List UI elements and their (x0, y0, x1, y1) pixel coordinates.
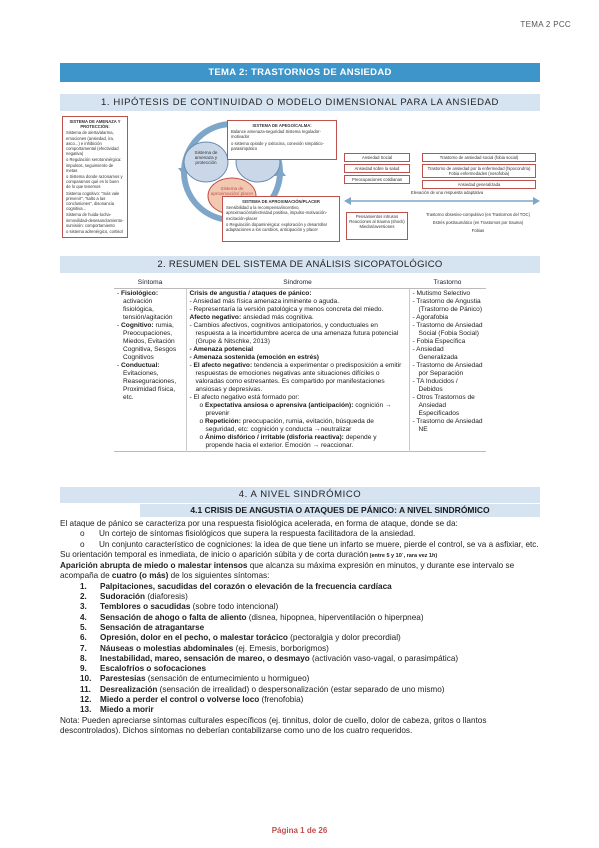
sintoma-item: - Conductual: Evitaciones, Reaseguraciones, Proximidad física, etc. (117, 361, 177, 401)
sintoma-item: - Fisiológico: activación fisiológica, tensión/agitación (117, 289, 173, 321)
disorder-item: Trastorno de ansiedad social (fobia social) (422, 153, 536, 162)
diagram-line: Sistema cognitivo: "más vale prevenir", "salto a las conclusiones", disonancia cognitiva... (66, 190, 120, 212)
trastorno-item: - Trastorno de Ansiedad por Separación (412, 361, 483, 377)
onset-paragraph: Aparición abrupta de miedo o malestar intensos que alcanza su máxima expresión en minutos, y durante ese intervalo se acompaña de cuatro (o más) de los siguientes síntomas: (60, 561, 515, 581)
normal-item: Preocupaciones cotidianas (344, 175, 410, 184)
disorder-reaction-item: Estrés postraumático (en Trastornos por trauma) (432, 220, 524, 225)
trastorno-item: - TA Inducidos / Debidos (412, 377, 458, 393)
sindrome-subitem: o Repetición: preocupación, rumia, evitación, búsqueda de seguridad, etc: cognición y conducta →neutralizar (199, 417, 374, 433)
orientation-paragraph: Su orientación temporal es inmediata, de inicio o aparición súbita y de corta duración (entre 5 y 10´, rara vez 1h) (60, 549, 438, 559)
disorder-reactions-column (416, 212, 540, 233)
continuum-arrow (344, 196, 540, 206)
threat-circle-label: Sistema de amenaza y protección (194, 150, 218, 166)
calm-box-list (231, 129, 333, 151)
diagram-line: o Regulación dopaminérgica: exploración y desarrollar adaptaciones a los cambios, anticipación y placer (226, 221, 328, 233)
header-tag: TEMA 2 PCC (520, 20, 571, 29)
bullet-item: o Un cortejo de síntomas fisiológicos que supera la respuesta facilitadora de la ansiedad. (80, 529, 416, 539)
section-heading-2: 2. RESUMEN DEL SISTEMA DE ANÁLISIS SICOPATOLÓGICO (60, 256, 540, 273)
psychopathology-table (114, 279, 486, 452)
threat-system-box (62, 116, 128, 238)
symptom-item: 13. Miedo a morir (80, 705, 154, 715)
disorder-reaction-item: Fobias (471, 228, 485, 233)
page-title: TEMA 2: TRASTORNOS DE ANSIEDAD (60, 63, 540, 82)
sindrome-subitem: o Ánimo disfórico / irritable (disforia reactiva): depende y propende hacia el exterior. Emoción → reaccionar. (199, 433, 377, 449)
note-paragraph: Nota: Pueden apreciarse síntomas culturales específicos (ej. tinnitus, dolor de cuello, dolor de cabeza, gritos o llantos descontrolados). Dichos síntomas no deberían contabilizarse como uno de los cuatro requeridos. (60, 715, 487, 735)
diagram-line: Balance amenaza-seguridad Sistema regulador-motivador (231, 129, 321, 140)
trastorno-item: - Fobia Específica (412, 337, 466, 345)
trastorno-item: - Trastorno de Ansiedad Social (Fobia Social) (412, 321, 483, 337)
calm-box-title: SISTEMA DE APEGO/CALMA: (252, 123, 312, 128)
symptom-item: 8. Inestabilidad, mareo, sensación de mareo, o desmayo (activación vaso-vagal, o parasimpática) (80, 653, 459, 663)
sindrome-item: - Amenaza potencial (189, 345, 254, 353)
table-header: Trastorno (409, 279, 486, 288)
pleasure-system-box (222, 196, 340, 242)
normal-reactions-box (346, 212, 408, 240)
trastorno-item: - Agorafobia (412, 313, 449, 321)
normal-reaction-item: Miedos/aversiones (359, 224, 395, 229)
normal-reaction-item: Pensamientos intrusos (355, 214, 399, 219)
intro-paragraph: El ataque de pánico se caracteriza por una respuesta fisiológica acelerada, en forma de ataque, donde se da: (60, 519, 458, 528)
sintoma-item: - Cognitivo: rumia, Preocupaciones, Miedos, Evitación Cognitiva, Sesgos Cognitivos (117, 321, 177, 361)
normal-item: Ansiedad sobre la salud (344, 164, 410, 173)
diagram-line: Sistema de huida-lucha-inmovilidad-desesanclamiento-sumisión: comportamiento (66, 212, 124, 228)
diagram-line: Sistema de alerta/alarma, emociones (ansiedad, ira, asco...) e inhibición comportamental (efectividad negativa) (66, 130, 119, 157)
body-text (60, 519, 540, 736)
sindrome-item: - Ansiedad más física amenaza inminente o aguda. (189, 297, 340, 305)
symptom-item: 1. Palpitaciones, sacudidas del corazón o elevación de la frecuencia cardíaca (80, 581, 392, 591)
symptom-item: 9. Escalofríos o sofocaciones (80, 664, 207, 674)
disorder-item: Trastorno de ansiedad por la enfermedad (hipocondría) Fobia enfermedades (nosofobia) (422, 164, 536, 178)
sindrome-item: - El afecto negativo: tendencia a experimentar o predisposición a emitir respuestas de emociones negativas ante situaciones difíciles o valoradas como estresantes. Es compartido por manifestaciones ansiosas y depresivas. (189, 361, 402, 393)
pleasure-box-list (226, 205, 336, 232)
symptom-item: 2. Sudoración (diaforesis) (80, 592, 188, 602)
symptom-item: 4. Sensación de ahogo o falta de aliento (disnea, hipopnea, hiperventilación o hiperpnea) (80, 612, 424, 622)
normal-reaction-item: Reacciones al trauma (shock) (349, 219, 405, 224)
symptom-item: 3. Temblores o sacudidas (sobre todo intencional) (80, 602, 279, 612)
symptom-item: 6. Opresión, dolor en el pecho, o malestar torácico (pectoralgia y dolor precordial) (80, 633, 401, 643)
symptom-item: 5. Sensación de atragantarse (80, 622, 205, 632)
trastorno-item: - Otros Trastornos de Ansiedad Especificados (412, 393, 475, 417)
section-heading-4: 4. A NIVEL SINDRÓMICO (60, 487, 540, 503)
trastorno-cell (409, 288, 486, 451)
sindrome-subitem: o Expectativa ansiosa o aprensiva (anticipación): cognición → prevenir (199, 401, 392, 417)
normal-anxiety-column (342, 152, 412, 190)
calm-system-box (227, 120, 337, 160)
symptom-item: 10. Parestesias (sensación de entumecimiento u hormigueo) (80, 674, 310, 684)
section-heading-1: 1. HIPÓTESIS DE CONTINUIDAD O MODELO DIMENSIONAL PARA LA ANSIEDAD (60, 94, 540, 111)
diagram-line: o sistema adrenérgico, cortisol (66, 229, 123, 235)
normal-item: Ansiedad Social (344, 153, 410, 162)
bullet-item: o Un conjunto característico de cogniciones: la idea de que tiene un infarto se muere, pierde el control, se va a asfixiar, etc. (80, 539, 539, 549)
subsection-heading: 4.1 CRISIS DE ANGUSTIA O ATAQUES DE PÁNICO: A NIVEL SINDRÓMICO (140, 504, 540, 517)
crisis-title: Crisis de angustia / ataques de pánico: (189, 289, 312, 297)
trastorno-item: - Trastorno de Angustia (Trastorno de Pánico) (412, 297, 483, 313)
symptom-item: 11. Desrealización (sensación de irrealidad) o despersonalización (estar separado de uno mismo) (80, 684, 445, 694)
threat-box-list (66, 130, 124, 234)
anxiety-model-diagram (62, 114, 542, 248)
pleasure-circle-label: Sistema de aproximación/ placer (210, 186, 254, 197)
disorder-column (420, 152, 538, 192)
disorder-item: Ansiedad generalizada (422, 180, 536, 189)
page-footer: Página 1 de 26 (271, 826, 328, 835)
sindrome-item: - El afecto negativo está formado por: (189, 393, 300, 401)
sindrome-item: - Amenaza sostenida (emoción en estrés) (189, 353, 319, 361)
sintoma-cell (114, 288, 186, 451)
pleasure-box-title: SISTEMA DE APROXIMACIÓN/PLACER (242, 199, 320, 204)
symptom-item: 12. Miedo a perder el control o volverse loco (frenofobia) (80, 695, 304, 705)
table-header: Síntoma (114, 279, 186, 288)
trastorno-item: - Mutismo Selectivo (412, 289, 471, 297)
sindrome-item: - Cambios afectivos, cognitivos anticipatorios, y conductuales en respuesta a la incertidumbre acerca de una amenaza futura potencial (Grupe & Nitschke, 2013) (189, 321, 399, 345)
table-header: Síndrome (186, 279, 409, 288)
disorder-reaction-item: Trastorno obsesivo-compulsivo (en Trastornos del TOC) (426, 212, 530, 217)
diagram-line: Sensibilidad a la recompensa/incentivo, aproximación/afectividad positiva, impulso-motivación-excitación-placer (226, 205, 328, 221)
symptom-list (60, 582, 540, 716)
trastorno-item: - Ansiedad Generalizada (412, 345, 458, 361)
sindrome-cell (186, 288, 409, 451)
diagram-line: o Sistema donde razonamos y comparamos qué es lo buen de lo que tenemos (66, 174, 123, 190)
diagram-line: o sistema opioide y oxitocina, conexión simpático-parasimpático (231, 140, 324, 151)
afecto-title: Afecto negativo: ansiedad más cognitiva. (189, 313, 314, 321)
sindrome-item: - Representaría la versión patológica y menos concreta del miedo. (189, 305, 384, 313)
threat-box-title: SISTEMA DE AMENAZA Y PROTECCIÓN: (69, 119, 121, 130)
trastorno-item: - Trastorno de Ansiedad NE (412, 417, 483, 433)
symptom-item: 7. Náuseas o molestias abdominales (ej. Emesis, borborigmos) (80, 643, 329, 653)
diagram-line: o Regulación serotoninérgica: impulsos, seguimiento de metas (66, 157, 122, 173)
continuum-label: Elevación de una respuesta adaptativa (410, 190, 484, 195)
